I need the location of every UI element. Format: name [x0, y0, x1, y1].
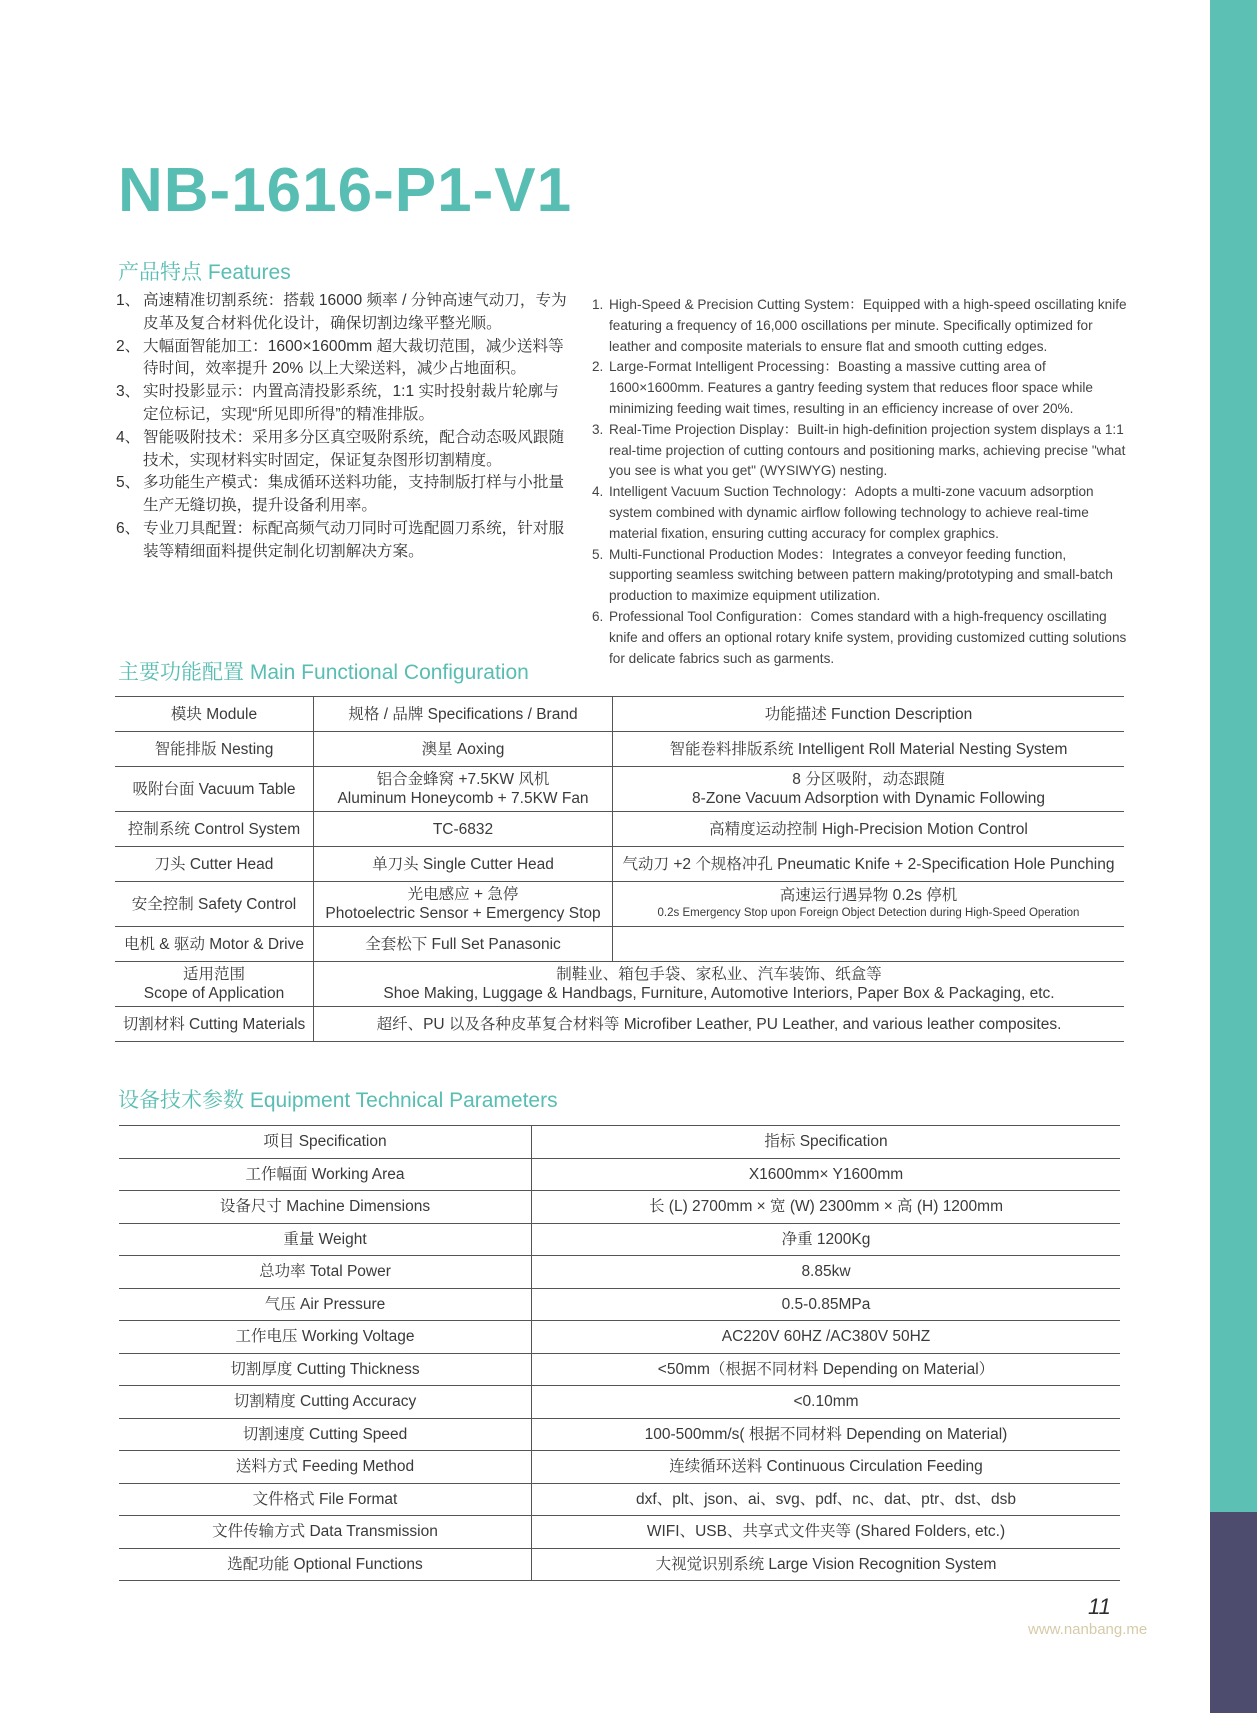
header-cell: 模块 Module: [115, 697, 314, 732]
table-row: [115, 812, 1124, 847]
side-accent-bar: [1210, 0, 1257, 1512]
table-row: [119, 1516, 1120, 1549]
feature-cn-text: 大幅面智能加工：1600×1600mm 超大裁切范围，减少送料等待时间，效率提升 20% 以上大梁送料，减少占地面积。: [143, 337, 564, 378]
table-cell: 澳星 Aoxing: [314, 732, 613, 767]
tech-params-heading: 设备技术参数 Equipment Technical Parameters: [118, 1089, 558, 1112]
feature-cn-item: [116, 290, 568, 336]
table-row: [119, 1418, 1120, 1451]
table-cell: 智能卷料排版系统 Intelligent Roll Material Nesting System: [613, 732, 1125, 767]
table-cell: 重量 Weight: [119, 1223, 532, 1256]
page-number: 11: [1088, 1594, 1111, 1619]
feature-en-num: 2.: [592, 359, 604, 375]
feature-en-item: [590, 482, 1130, 544]
table-row: [119, 1321, 1120, 1354]
table-cell: 送料方式 Feeding Method: [119, 1451, 532, 1484]
cell-line: Photoelectric Sensor + Emergency Stop: [325, 905, 601, 922]
table-cell: 高精度运动控制 High-Precision Motion Control: [613, 812, 1125, 847]
table-cell: <50mm（根据不同材料 Depending on Material）: [532, 1353, 1121, 1386]
feature-cn-item: [116, 381, 568, 427]
feature-cn-text: 多功能生产模式：集成循环送料功能，支持制版打样与小批量生产无缝切换，提升设备利用率。: [143, 474, 565, 515]
table-cell: [613, 882, 1125, 927]
table-cell: 超纤、PU 以及各种皮革复合材料等 Microfiber Leather, PU Leather, and various leather composites.: [314, 1007, 1125, 1042]
header-cell: 项目 Specification: [119, 1126, 532, 1159]
feature-en-num: 3.: [592, 421, 604, 437]
table-cell: 刀头 Cutter Head: [115, 847, 314, 882]
table-cell: 电机 & 驱动 Motor & Drive: [115, 927, 314, 962]
main-config-table: [115, 696, 1124, 1042]
table-cell: 全套松下 Full Set Panasonic: [314, 927, 613, 962]
features-heading: 产品特点 Features: [118, 261, 291, 284]
table-cell: dxf、plt、json、ai、svg、pdf、nc、dat、ptr、dst、dsb: [532, 1483, 1121, 1516]
table-row: [115, 732, 1124, 767]
table-cell: 智能排版 Nesting: [115, 732, 314, 767]
table-row: [119, 1353, 1120, 1386]
table-row: [119, 1256, 1120, 1289]
header-cell: 功能描述 Function Description: [613, 697, 1125, 732]
features-list-cn: [116, 290, 568, 564]
table-cell: [314, 962, 1125, 1007]
table-row: [115, 847, 1124, 882]
table-cell: 工作电压 Working Voltage: [119, 1321, 532, 1354]
cell-line: 高速运行遇异物 0.2s 停机: [779, 887, 958, 904]
table-cell: 选配功能 Optional Functions: [119, 1548, 532, 1581]
feature-en-text: Multi-Functional Production Modes：Integrates a conveyor feeding function, supporting seamless switching between pattern making/prototyping and small-batch production to maximize equipment utilization.: [609, 546, 1113, 604]
table-cell: 设备尺寸 Machine Dimensions: [119, 1191, 532, 1224]
table-row: [119, 1548, 1120, 1581]
cell-line: 铝合金蜂窝 +7.5KW 风机: [376, 771, 550, 788]
header-cell: 指标 Specification: [532, 1126, 1121, 1159]
website-url[interactable]: www.nanbang.me: [1028, 1621, 1148, 1638]
table-cell: 0.5-0.85MPa: [532, 1288, 1121, 1321]
table-cell: 文件传输方式 Data Transmission: [119, 1516, 532, 1549]
header-cell: 规格 / 品牌 Specifications / Brand: [314, 697, 613, 732]
table-cell: 控制系统 Control System: [115, 812, 314, 847]
table-cell: 8.85kw: [532, 1256, 1121, 1289]
feature-cn-text: 智能吸附技术：采用多分区真空吸附系统，配合动态吸风跟随技术，实现材料实时固定，保证复杂图形切割精度。: [143, 428, 565, 469]
feature-en-text: High-Speed & Precision Cutting System：Equipped with a high-speed oscillating knife featuring a frequency of 16,000 oscillations per minute. Specifically optimized for leather and composite materials to ensure flat and smooth cutting edges.: [609, 297, 1127, 354]
feature-en-text: Real-Time Projection Display：Built-in high-definition projection system displays a 1:1 real-time projection of cutting contours and positioning marks, achieving precise "what you see is what you get" (WYSIWYG) nesting.: [609, 421, 1126, 479]
feature-en-num: 1.: [592, 297, 604, 312]
feature-cn-item: [116, 427, 568, 473]
table-cell: 工作幅面 Working Area: [119, 1158, 532, 1191]
table-row: [119, 1451, 1120, 1484]
cell-line: Shoe Making, Luggage & Handbags, Furniture, Automotive Interiors, Paper Box & Packaging, etc.: [383, 985, 1055, 1002]
table-cell: 切割厚度 Cutting Thickness: [119, 1353, 532, 1386]
feature-cn-text: 专业刀具配置：标配高频气动刀同时可选配圆刀系统，针对服装等精细面料提供定制化切割解决方案。: [143, 519, 565, 560]
cell-line: 8-Zone Vacuum Adsorption with Dynamic Following: [692, 790, 1045, 807]
cell-line: 0.2s Emergency Stop upon Foreign Object Detection during High-Speed Operation: [657, 907, 1080, 919]
feature-cn-text: 高速精准切割系统：搭载 16000 频率 / 分钟高速气动刀，专为皮革及复合材料优化设计，确保切割边缘平整光顺。: [143, 292, 567, 332]
table-cell: X1600mm× Y1600mm: [532, 1158, 1121, 1191]
table-cell: 吸附台面 Vacuum Table: [115, 767, 314, 812]
feature-en-item: [590, 607, 1130, 669]
feature-cn-item: [116, 336, 568, 382]
table-cell: 连续循环送料 Continuous Circulation Feeding: [532, 1451, 1121, 1484]
table-cell: 气动刀 +2 个规格冲孔 Pneumatic Knife + 2-Specification Hole Punching: [613, 847, 1125, 882]
table-cell: <0.10mm: [532, 1386, 1121, 1419]
table-cell: 长 (L) 2700mm × 宽 (W) 2300mm × 高 (H) 1200mm: [532, 1191, 1121, 1224]
table-row: [115, 882, 1124, 927]
table-header-row: [115, 697, 1124, 732]
feature-cn-num: 3、: [116, 383, 141, 401]
table-row: [115, 927, 1124, 962]
feature-en-num: 4.: [592, 484, 604, 500]
table-cell: [613, 767, 1125, 812]
side-accent-bar-bottom: [1210, 1512, 1257, 1713]
table-cell: AC220V 60HZ /AC380V 50HZ: [532, 1321, 1121, 1354]
table-row: [119, 1158, 1120, 1191]
cell-line: Scope of Application: [143, 985, 285, 1002]
table-cell: 切割速度 Cutting Speed: [119, 1418, 532, 1451]
feature-cn-num: 1、: [116, 292, 141, 309]
feature-en-text: Professional Tool Configuration：Comes standard with a high-frequency oscillating knife and offers an optional rotary knife system, providing customized cutting solutions for delicate fabrics such as garments.: [609, 608, 1127, 666]
table-cell: [314, 882, 613, 927]
table-cell: 大视觉识别系统 Large Vision Recognition System: [532, 1548, 1121, 1581]
table-cell: 单刀头 Single Cutter Head: [314, 847, 613, 882]
table-cell: 切割精度 Cutting Accuracy: [119, 1386, 532, 1419]
table-row: [115, 767, 1124, 812]
feature-en-text: Intelligent Vacuum Suction Technology：Adopts a multi-zone vacuum adsorption system combined with dynamic airflow following technology to achieve real-time material fixation, ensuring cutting accuracy for complex graphics.: [609, 484, 1094, 541]
feature-en-item: [590, 420, 1130, 482]
feature-cn-item: [116, 472, 568, 518]
table-row: [115, 962, 1124, 1007]
feature-cn-num: 6、: [116, 519, 141, 537]
table-cell: [613, 927, 1125, 962]
feature-en-item: [590, 545, 1130, 607]
feature-en-num: 5.: [592, 546, 604, 562]
table-cell: 文件格式 File Format: [119, 1483, 532, 1516]
feature-en-item: [590, 357, 1130, 419]
cell-line: 光电感应 + 急停: [407, 886, 519, 903]
feature-cn-num: 5、: [116, 474, 141, 492]
table-header-row: [119, 1126, 1120, 1159]
table-row: [119, 1191, 1120, 1224]
feature-en-item: [590, 295, 1130, 357]
table-cell: 切割材料 Cutting Materials: [115, 1007, 314, 1042]
main-config-heading: 主要功能配置 Main Functional Configuration: [118, 661, 529, 684]
table-row: [115, 1007, 1124, 1042]
features-list-en: [590, 295, 1130, 669]
feature-cn-num: 2、: [116, 337, 141, 355]
table-cell: 总功率 Total Power: [119, 1256, 532, 1289]
feature-cn-item: [116, 518, 568, 564]
table-cell: 安全控制 Safety Control: [115, 882, 314, 927]
cell-line: 制鞋业、箱包手袋、家私业、汽车装饰、纸盒等: [556, 966, 882, 983]
feature-en-text: Large-Format Intelligent Processing：Boasting a massive cutting area of 1600×1600mm. Features a gantry feeding system that reduces floor space while minimizing feeding wait times, resulting in an efficiency increase of over 20%.: [609, 359, 1093, 416]
feature-en-num: 6.: [592, 608, 604, 624]
cell-line: Aluminum Honeycomb + 7.5KW Fan: [337, 790, 589, 807]
table-cell: 气压 Air Pressure: [119, 1288, 532, 1321]
cell-line: 8 分区吸附，动态跟随: [792, 771, 945, 788]
table-cell: 净重 1200Kg: [532, 1223, 1121, 1256]
feature-cn-text: 实时投影显示：内置高清投影系统，1:1 实时投射裁片轮廓与定位标记，实现“所见即所得”的精准排版。: [143, 383, 559, 423]
table-row: [119, 1483, 1120, 1516]
table-cell: [115, 962, 314, 1007]
table-row: [119, 1223, 1120, 1256]
tech-params-table: [119, 1125, 1120, 1581]
table-cell: WIFI、USB、共享式文件夹等 (Shared Folders, etc.): [532, 1516, 1121, 1549]
table-row: [119, 1288, 1120, 1321]
feature-cn-num: 4、: [116, 428, 141, 446]
table-row: [119, 1386, 1120, 1419]
table-cell: TC-6832: [314, 812, 613, 847]
table-cell: [314, 767, 613, 812]
product-title: NB-1616-P1-V1: [118, 156, 573, 225]
cell-line: 适用范围: [182, 966, 245, 983]
table-cell: 100-500mm/s( 根据不同材料 Depending on Material): [532, 1418, 1121, 1451]
